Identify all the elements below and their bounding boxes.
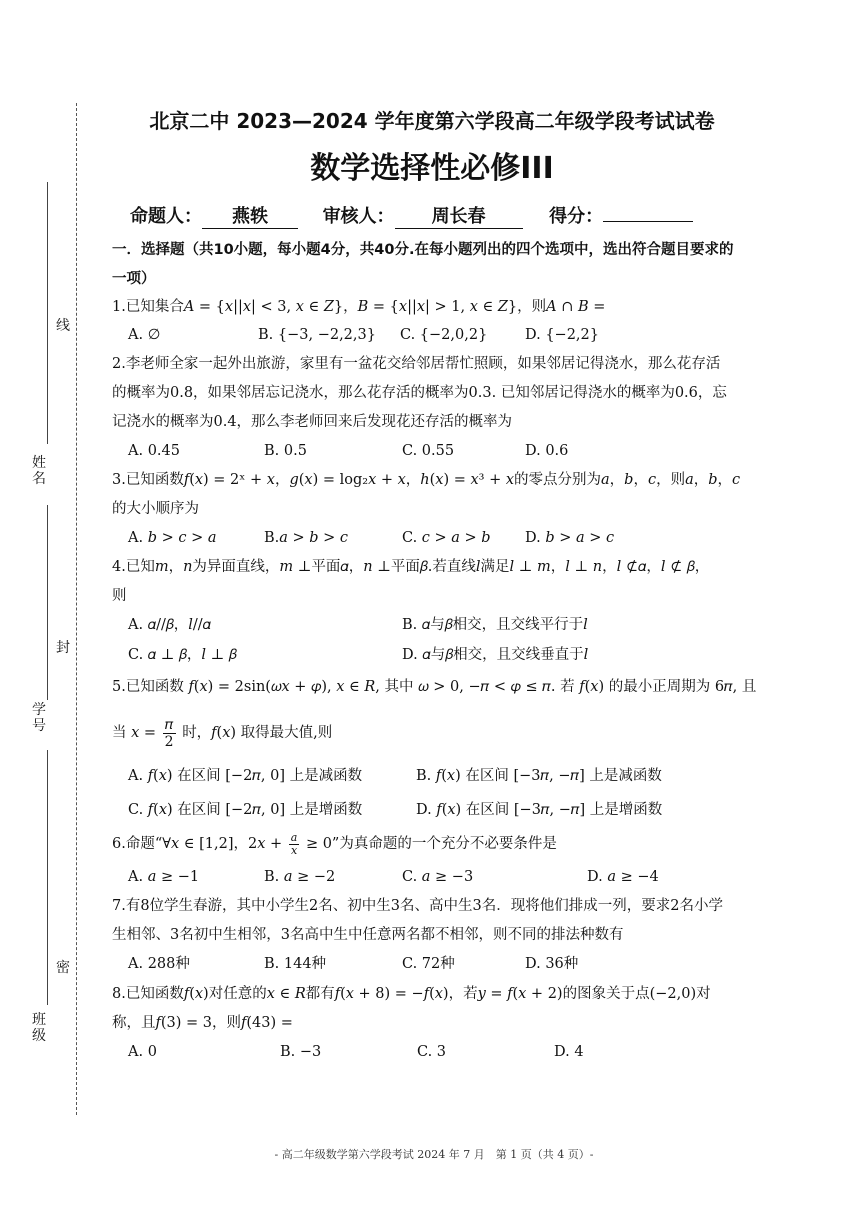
q4-option-a: A. 𝛼//𝛽，𝑙//𝛼: [128, 617, 212, 633]
class-label: 班级: [32, 1012, 46, 1044]
name-label: 姓名: [32, 455, 46, 487]
q5-line-2-suffix: 时，𝑓(𝑥) 取得最大值,则: [182, 725, 333, 741]
setter-label: 命题人：: [130, 206, 202, 227]
section-heading-line2: 一项）: [112, 271, 156, 287]
q5-option-d: D. 𝑓(𝑥) 在区间 [−3𝜋, −𝜋] 上是增函数: [416, 802, 663, 818]
q7-option-d: D. 36种: [525, 956, 579, 972]
section-heading: [112, 236, 754, 294]
q5-line-1: 5.已知函数 𝑓(𝑥) = 2sin(𝜔𝑥 + 𝜑), 𝑥 ∈ 𝑅, 其中 𝜔 > 0, −𝜋 < 𝜑 ≤ 𝜋. 若 𝑓(𝑥) 的最小正周期为 6𝜋, 且: [112, 679, 757, 695]
q6-line-1-prefix: 6.命题“∀𝑥 ∈ [1,2]，2𝑥 +: [112, 836, 283, 852]
q8-option-b: B. −3: [280, 1044, 322, 1060]
binding-mark-mi: 密: [56, 960, 70, 976]
q1-option-a: A. ∅: [128, 327, 161, 343]
authors-row: [130, 202, 750, 229]
q6-option-a: A. 𝑎 ≥ −1: [128, 869, 200, 885]
reviewer-name: 周长春: [395, 202, 523, 229]
student-id-label: 学号: [32, 702, 46, 734]
q7-line-2: 生相邻、3名初中生相邻，3名高中生中任意两名都不相邻，则不同的排法种数有: [112, 927, 624, 943]
q6-option-b: B. 𝑎 ≥ −2: [264, 869, 336, 885]
q5-fraction-numerator: 𝜋: [163, 717, 176, 734]
q8-option-c: C. 3: [417, 1044, 447, 1060]
q6-line-1-suffix: ≥ 0”为真命题的一个充分不必要条件是: [305, 836, 557, 852]
q2-line-2: 的概率为0.8，如果邻居忘记浇水，那么花存活的概率为0.3. 已知邻居记得浇水的概率为0.6，忘: [112, 385, 727, 401]
binding-dashed-line: [76, 103, 77, 1115]
q2-option-a: A. 0.45: [128, 443, 180, 459]
q4-line-2: 则: [112, 588, 127, 604]
page-footer: - 高二年级数学第六学段考试 2024 年 7 月 第 1 页（共 4 页）-: [274, 1148, 594, 1161]
q6-fraction: [289, 832, 300, 857]
section-heading-line1: 一．选择题（共10小题，每小题4分，共40分.在每小题列出的四个选项中，选出符合题目要求的: [112, 242, 734, 258]
binding-mark-xian: 线: [56, 318, 70, 334]
q1-option-b: B. {−3, −2,2,3}: [258, 327, 376, 343]
q8-option-a: A. 0: [128, 1044, 157, 1060]
q4-option-d: D. 𝛼与𝛽相交，且交线垂直于𝑙: [402, 647, 589, 663]
setter-name: 燕轶: [202, 202, 298, 229]
q6-fraction-denominator: 𝑥: [290, 843, 298, 857]
q5-line-2: [112, 712, 762, 754]
q6-option-d: D. 𝑎 ≥ −4: [587, 869, 659, 885]
class-field-line: [47, 750, 48, 1005]
subject-title: 数学选择性必修III: [310, 151, 554, 186]
q1-stem: 1.已知集合𝐴 = {𝑥||𝑥| < 3, 𝑥 ∈ 𝑍}，𝐵 = {𝑥||𝑥| > 1, 𝑥 ∈ 𝑍}，则𝐴 ∩ 𝐵 =: [112, 299, 606, 315]
student-id-field-line: [47, 505, 48, 700]
q3-option-c: C. 𝑐 > 𝑎 > 𝑏: [402, 530, 491, 546]
score-blank: [603, 221, 693, 222]
q2-option-b: B. 0.5: [264, 443, 307, 459]
q6-option-c: C. 𝑎 ≥ −3: [402, 869, 474, 885]
q3-option-d: D. 𝑏 > 𝑎 > 𝑐: [525, 530, 615, 546]
q5-fraction-denominator: 2: [164, 733, 174, 750]
q5-option-c: C. 𝑓(𝑥) 在区间 [−2𝜋, 0] 上是增函数: [128, 802, 363, 818]
binding-margin: [0, 0, 90, 1227]
exam-title: 北京二中 2023—2024 学年度第六学段高二年级学段考试试卷: [149, 109, 715, 133]
q1-option-d: D. {−2,2}: [525, 327, 599, 343]
binding-mark-feng: 封: [56, 640, 70, 656]
q8-line-2: 称，且𝑓(3) = 3，则𝑓(43) =: [112, 1015, 293, 1031]
q2-line-1: 2.李老师全家一起外出旅游，家里有一盆花交给邻居帮忙照顾，如果邻居记得浇水，那么花存活: [112, 356, 721, 372]
name-field-line: [47, 182, 48, 444]
reviewer-label: 审核人：: [322, 206, 395, 227]
q5-line-2-prefix: 当 𝑥 =: [112, 725, 157, 741]
q8-option-d: D. 4: [554, 1044, 584, 1060]
q6-line-1: [112, 829, 762, 859]
q2-option-c: C. 0.55: [402, 443, 455, 459]
q3-line-1: 3.已知函数𝑓(𝑥) = 2ˣ + 𝑥，𝑔(𝑥) = log₂𝑥 + 𝑥，ℎ(𝑥) = 𝑥³ + 𝑥的零点分别为𝑎，𝑏，𝑐，则𝑎，𝑏，𝑐: [112, 472, 741, 488]
q3-line-2: 的大小顺序为: [112, 501, 199, 517]
q8-line-1: 8.已知函数𝑓(𝑥)对任意的𝑥 ∈ 𝑅都有𝑓(𝑥 + 8) = −𝑓(𝑥)，若𝑦 = 𝑓(𝑥 + 2)的图象关于点(−2,0)对: [112, 986, 711, 1002]
q4-option-c: C. 𝛼 ⊥ 𝛽，𝑙 ⊥ 𝛽: [128, 647, 237, 663]
q2-line-3: 记浇水的概率为0.4，那么李老师回来后发现花还存活的概率为: [112, 414, 513, 430]
q5-option-b: B. 𝑓(𝑥) 在区间 [−3𝜋, −𝜋] 上是减函数: [416, 768, 662, 784]
q7-option-c: C. 72种: [402, 956, 455, 972]
q4-option-b: B. 𝛼与𝛽相交，且交线平行于𝑙: [402, 617, 588, 633]
q7-line-1: 7.有8位学生春游，其中小学生2名、初中生3名、高中生3名．现将他们排成一列，要求2名小学: [112, 898, 723, 914]
q7-option-b: B. 144种: [264, 956, 327, 972]
q3-option-a: A. 𝑏 > 𝑐 > 𝑎: [128, 530, 217, 546]
q6-fraction-numerator: 𝑎: [290, 830, 298, 844]
q3-option-b: B.𝑎 > 𝑏 > 𝑐: [264, 530, 349, 546]
q2-option-d: D. 0.6: [525, 443, 569, 459]
q4-line-1: 4.已知𝑚，𝑛为异面直线，𝑚 ⊥平面𝛼，𝑛 ⊥平面𝛽.若直线𝑙满足𝑙 ⊥ 𝑚，𝑙 ⊥ 𝑛，𝑙 ⊄𝛼，𝑙 ⊄ 𝛽，: [112, 559, 710, 575]
score-label: 得分：: [549, 206, 604, 227]
q7-option-a: A. 288种: [128, 956, 190, 972]
q1-option-c: C. {−2,0,2}: [400, 327, 488, 343]
q5-fraction: [163, 717, 176, 750]
q5-option-a: A. 𝑓(𝑥) 在区间 [−2𝜋, 0] 上是减函数: [128, 768, 363, 784]
